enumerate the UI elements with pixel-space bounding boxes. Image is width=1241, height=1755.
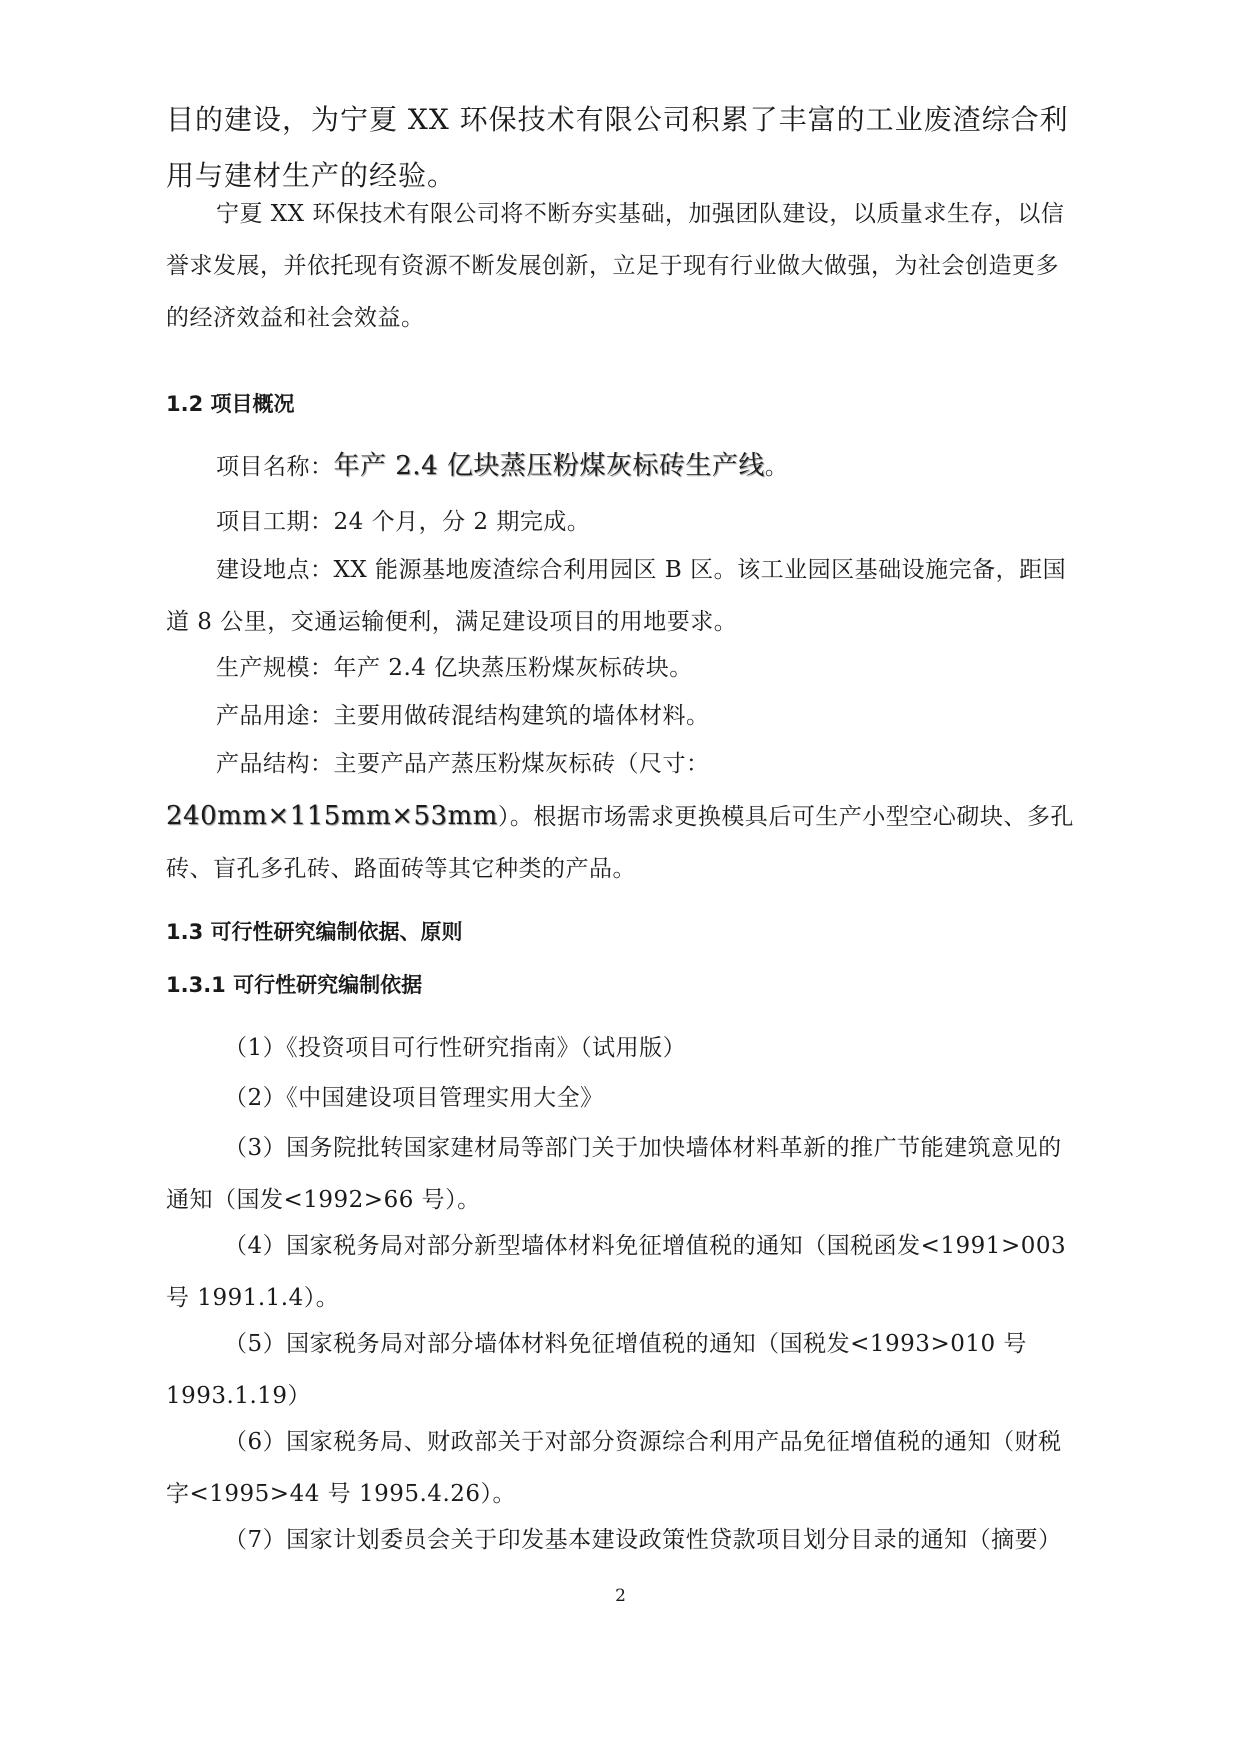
project-name-end: 。 <box>764 454 789 480</box>
project-name-value: 年产 2.4 亿块蒸压粉煤灰标砖生产线 <box>333 451 765 481</box>
project-period: 项目工期：24 个月，分 2 期完成。 <box>216 509 591 535</box>
subsection-heading-1-3-1: 1.3.1 可行性研究编制依据 <box>166 973 423 997</box>
basis-item-6: （6）国家税务局、财政部关于对部分资源综合利用产品免征增值税的通知（财税字<1995>44 号 1995.4.26）。 <box>166 1429 1062 1507</box>
project-location: 建设地点：XX 能源基地废渣综合利用园区 B 区。该工业园区基础设施完备，距国道 8 公里，交通运输便利，满足建设项目的用地要求。 <box>166 557 1067 635</box>
basis-item-3: （3）国务院批转国家建材局等部门关于加快墙体材料革新的推广节能建筑意见的通知（国发<1992>66 号）。 <box>166 1135 1062 1213</box>
page-number: 2 <box>615 1586 626 1606</box>
basis-item-2: （2）《中国建设项目管理实用大全》 <box>224 1085 604 1111</box>
section-heading-1-3: 1.3 可行性研究编制依据、原则 <box>166 920 463 944</box>
paragraph-continuation: 目的建设，为宁夏 XX 环保技术有限公司积累了丰富的工业废渣综合利用与建材生产的经验。 <box>166 103 1069 192</box>
section-heading-1-2: 1.2 项目概况 <box>166 392 295 416</box>
project-name-label: 项目名称： <box>216 454 334 480</box>
product-usage: 产品用途：主要用做砖混结构建筑的墙体材料。 <box>216 703 710 729</box>
basis-item-1: （1）《投资项目可行性研究指南》（试用版） <box>224 1035 687 1061</box>
production-scale: 生产规模：年产 2.4 亿块蒸压粉煤灰标砖块。 <box>216 655 693 681</box>
product-structure-start: 产品结构：主要产品产蒸压粉煤灰标砖（尺寸： <box>216 751 710 777</box>
paragraph-company-outlook: 宁夏 XX 环保技术有限公司将不断夯实基础，加强团队建设，以质量求生存，以信誉求发展，并依托现有资源不断发展创新，立足于现有行业做大做强，为社会创造更多的经济效益和社会效益。 <box>166 201 1065 331</box>
basis-item-4: （4）国家税务局对部分新型墙体材料免征增值税的通知（国税函发<1991>003 号 1991.1.4）。 <box>166 1233 1067 1311</box>
product-structure <box>166 738 1076 895</box>
project-name-line <box>166 440 1076 493</box>
product-structure-end: ）。根据市场需求更换模具后可生产小型空心砌块、多孔砖、盲孔多孔砖、路面砖等其它种类的产品。 <box>166 804 1074 882</box>
basis-item-5: （5）国家税务局对部分墙体材料免征增值税的通知（国税发<1993>010 号 1993.1.19） <box>166 1331 1027 1409</box>
basis-item-7: （7）国家计划委员会关于印发基本建设政策性贷款项目划分目录的通知（摘要） <box>224 1527 1062 1553</box>
product-size: 240mm×115mm×53mm <box>166 801 498 831</box>
